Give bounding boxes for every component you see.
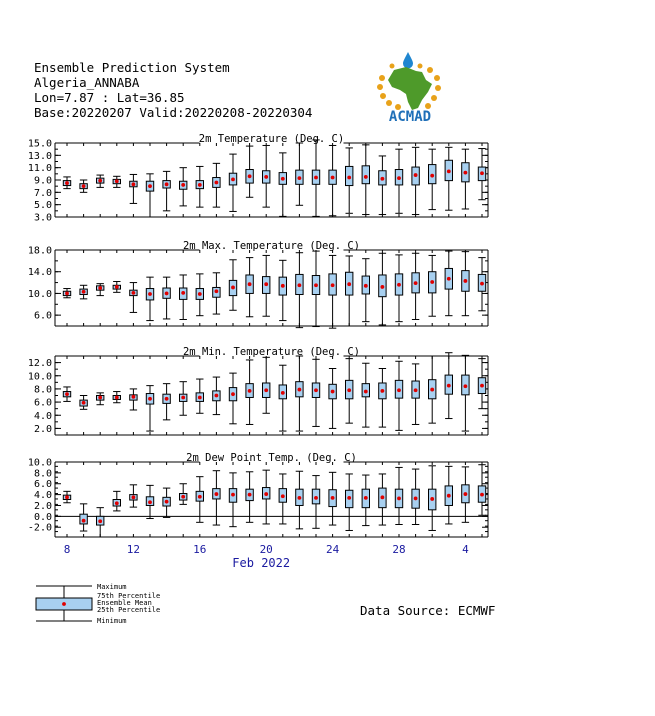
y-tick-label: 13.0: [27, 150, 52, 162]
mean-marker: [397, 176, 401, 180]
mean-marker: [248, 174, 252, 178]
x-tick-label: 20: [259, 543, 273, 556]
y-tick-label: 10.0: [27, 457, 52, 469]
mean-marker: [381, 285, 385, 289]
mean-marker: [65, 392, 69, 396]
mean-marker: [298, 388, 302, 392]
mean-marker: [447, 384, 451, 388]
mean-marker: [98, 519, 102, 523]
mean-marker: [82, 519, 86, 523]
legend-mean-marker: [62, 602, 66, 606]
mean-marker: [181, 495, 185, 499]
mean-marker: [132, 182, 136, 186]
station-name: Algeria_ANNABA: [34, 75, 140, 90]
mean-marker: [264, 175, 268, 179]
mean-marker: [98, 286, 102, 290]
mean-marker: [82, 184, 86, 188]
mean-marker: [464, 279, 468, 283]
y-tick-label: 0.0: [33, 511, 52, 523]
mean-marker: [364, 284, 368, 288]
mean-marker: [98, 396, 102, 400]
mean-marker: [231, 392, 235, 396]
legend-label: Ensemble Mean: [97, 599, 152, 607]
mean-marker: [132, 495, 136, 499]
y-tick-label: 7.0: [33, 187, 52, 199]
mean-marker: [65, 181, 69, 185]
mean-marker: [347, 176, 351, 180]
mean-marker: [231, 286, 235, 290]
y-tick-label: 12.0: [27, 358, 52, 370]
y-tick-label: 4.0: [33, 490, 52, 502]
x-tick-label: 8: [63, 543, 71, 556]
mean-marker: [248, 282, 252, 286]
mean-marker: [215, 492, 219, 496]
mean-marker: [231, 493, 235, 497]
y-tick-label: 5.0: [33, 200, 52, 212]
mean-marker: [430, 388, 434, 392]
mean-marker: [381, 389, 385, 393]
mean-marker: [148, 500, 152, 504]
mean-marker: [215, 289, 219, 293]
mean-marker: [480, 282, 484, 286]
y-tick-label: 15.0: [27, 138, 52, 150]
panel-title: 2m Min. Temperature (Deg. C): [182, 346, 361, 358]
mean-marker: [98, 179, 102, 183]
mean-marker: [82, 290, 86, 294]
mean-marker: [430, 497, 434, 501]
mean-marker: [231, 177, 235, 181]
y-tick-label: 10.0: [27, 288, 52, 300]
x-tick-label: 16: [193, 543, 207, 556]
mean-marker: [264, 282, 268, 286]
mean-marker: [347, 496, 351, 500]
y-tick-label: 8.0: [33, 468, 52, 480]
mean-marker: [447, 169, 451, 173]
mean-marker: [248, 389, 252, 393]
x-tick-label: 4: [462, 543, 469, 556]
mean-marker: [314, 283, 318, 287]
y-tick-label: 3.0: [33, 212, 52, 224]
mean-marker: [298, 496, 302, 500]
mean-marker: [314, 176, 318, 180]
mean-marker: [331, 496, 335, 500]
data-source: Data Source: ECMWF: [360, 603, 496, 618]
mean-marker: [132, 291, 136, 295]
mean-marker: [165, 500, 169, 504]
mean-marker: [480, 171, 484, 175]
y-tick-label: 6.0: [33, 479, 52, 491]
mean-marker: [331, 390, 335, 394]
mean-marker: [198, 183, 202, 187]
mean-marker: [364, 175, 368, 179]
mean-marker: [181, 291, 185, 295]
mean-marker: [364, 390, 368, 394]
mean-marker: [115, 396, 119, 400]
mean-marker: [414, 497, 418, 501]
mean-marker: [215, 394, 219, 398]
mean-marker: [364, 496, 368, 500]
mean-marker: [115, 179, 119, 183]
mean-marker: [298, 176, 302, 180]
mean-marker: [115, 285, 119, 289]
mean-marker: [464, 492, 468, 496]
x-tick-label: 12: [126, 543, 141, 556]
mean-marker: [414, 388, 418, 392]
panel-title: 2m Temperature (Deg. C): [198, 133, 345, 145]
mean-marker: [381, 495, 385, 499]
coordinates: Lon=7.87 : Lat=36.85: [34, 90, 185, 105]
y-tick-label: 2.0: [33, 423, 52, 435]
y-tick-label: 9.0: [33, 175, 52, 187]
mean-marker: [347, 282, 351, 286]
mean-marker: [397, 388, 401, 392]
mean-marker: [115, 501, 119, 505]
mean-marker: [248, 493, 252, 497]
mean-marker: [480, 493, 484, 497]
mean-marker: [148, 292, 152, 296]
mean-marker: [165, 182, 169, 186]
mean-marker: [198, 396, 202, 400]
mean-marker: [331, 176, 335, 180]
logo-text: ACMAD: [388, 109, 432, 125]
mean-marker: [314, 496, 318, 500]
chart-title: Ensemble Prediction System: [34, 60, 230, 75]
mean-marker: [447, 494, 451, 498]
mean-marker: [264, 388, 268, 392]
mean-marker: [298, 283, 302, 287]
mean-marker: [464, 384, 468, 388]
mean-marker: [198, 292, 202, 296]
mean-marker: [447, 277, 451, 281]
y-tick-label: 2.0: [33, 500, 52, 512]
mean-marker: [165, 292, 169, 296]
mean-marker: [65, 495, 69, 499]
mean-marker: [65, 292, 69, 296]
mean-marker: [397, 283, 401, 287]
mean-marker: [215, 181, 219, 185]
mean-marker: [347, 388, 351, 392]
x-tick-label: 24: [325, 543, 340, 556]
panel-title: 2m Max. Temperature (Deg. C): [182, 240, 361, 252]
mean-marker: [82, 401, 86, 405]
mean-marker: [381, 177, 385, 181]
mean-marker: [414, 281, 418, 285]
mean-marker: [430, 280, 434, 284]
y-tick-label: 10.0: [27, 371, 52, 383]
y-tick-label: 18.0: [27, 245, 52, 257]
forecast-dates: Base:20220207 Valid:20220208-20220304: [34, 105, 313, 120]
mean-marker: [464, 171, 468, 175]
mean-marker: [148, 397, 152, 401]
iqr-box: [362, 166, 369, 184]
mean-marker: [314, 388, 318, 392]
legend-label: 75th Percentile: [97, 592, 161, 600]
y-tick-label: -2.0: [27, 522, 52, 534]
legend-label: Minimum: [97, 617, 127, 625]
mean-marker: [331, 283, 335, 287]
mean-marker: [480, 384, 484, 388]
mean-marker: [198, 495, 202, 499]
y-tick-label: 8.0: [33, 384, 52, 396]
mean-marker: [165, 397, 169, 401]
y-tick-label: 14.0: [27, 267, 52, 279]
panel-title: 2m Dew Point Temp. (Deg. C): [186, 452, 357, 464]
y-tick-label: 6.0: [33, 310, 52, 322]
mean-marker: [281, 494, 285, 498]
mean-marker: [430, 174, 434, 178]
y-tick-label: 11.0: [27, 163, 52, 175]
mean-marker: [281, 177, 285, 181]
legend-label: 25th Percentile: [97, 606, 161, 614]
x-month-label: Feb 2022: [232, 556, 291, 570]
legend-label: Maximum: [97, 583, 127, 591]
mean-marker: [181, 183, 185, 187]
mean-marker: [397, 497, 401, 501]
x-tick-label: 28: [392, 543, 406, 556]
mean-marker: [281, 284, 285, 288]
y-tick-label: 6.0: [33, 397, 52, 409]
y-tick-label: 4.0: [33, 410, 52, 422]
mean-marker: [281, 391, 285, 395]
mean-marker: [132, 395, 136, 399]
mean-marker: [181, 396, 185, 400]
mean-marker: [148, 184, 152, 188]
mean-marker: [414, 173, 418, 177]
mean-marker: [264, 492, 268, 496]
